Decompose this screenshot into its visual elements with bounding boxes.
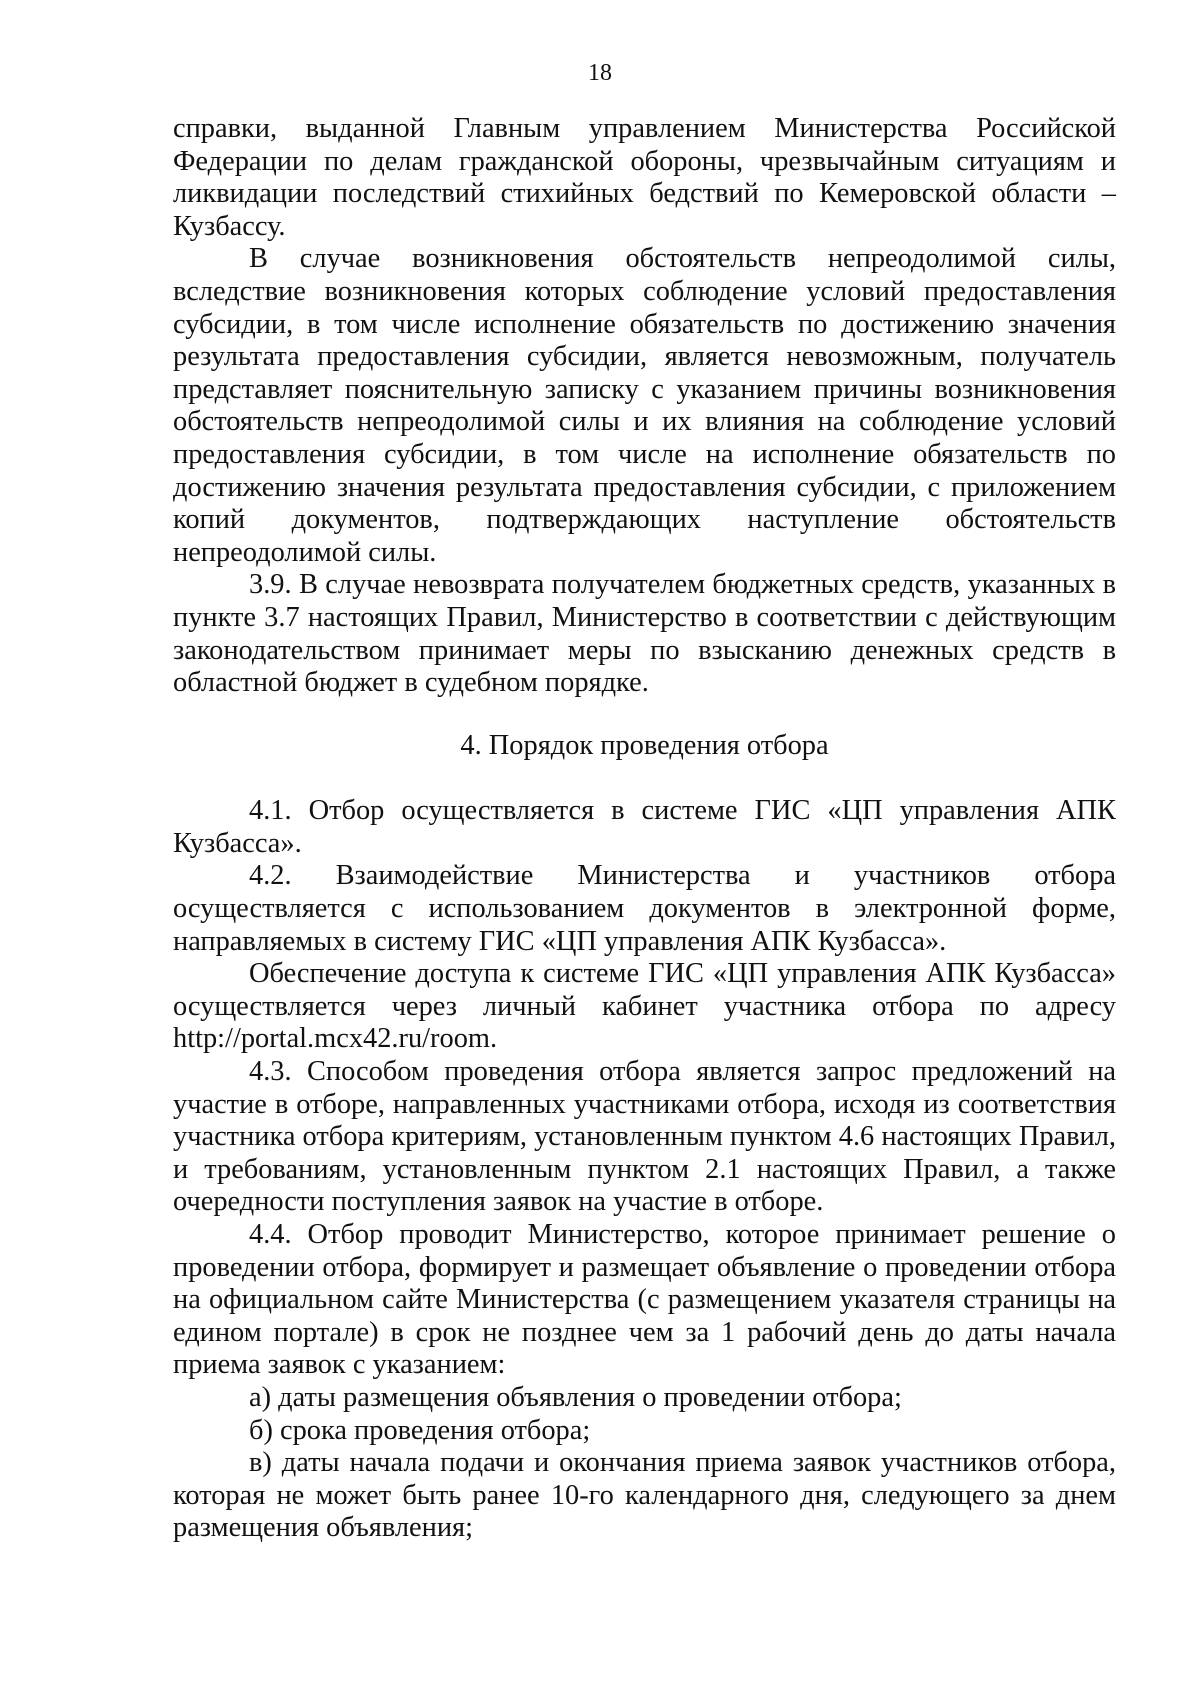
paragraph-4-3: 4.3. Способом проведения отбора является запрос предложений на участие в отборе, направленных участниками отбора, исходя из соответствия участника отбора критериям, установленным пунктом 4.6 настоящих Правил, и требованиям, установленным пунктом 2.1 настоящих Правил, а также очередности поступления заявок на участие в отборе. [173, 1056, 1116, 1218]
paragraph-access: Обеспечение доступа к системе ГИС «ЦП управления АПК Кузбасса» осуществляется через личный кабинет участника отбора по адресу http://portal.mcx42.ru/room. [173, 958, 1116, 1055]
list-item-a: а) даты размещения объявления о проведении отбора; [249, 1381, 902, 1413]
paragraph-4-4: 4.4. Отбор проводит Министерство, которое принимает решение о проведении отбора, формирует и размещает объявление о проведении отбора на официальном сайте Министерства (с размещением указателя страницы на едином портале) в срок не позднее чем за 1 рабочий день до даты начала приема заявок с указанием: [173, 1219, 1116, 1381]
paragraph-force-majeure: В случае возникновения обстоятельств непреодолимой силы, вследствие возникновения которых соблюдение условий предоставления субсидии, в том числе исполнение обязательств по достижению значения результата предоставления субсидии, является невозможным, получатель представляет пояснительную записку с указанием причины возникновения обстоятельств непреодолимой силы и их влияния на соблюдение условий предоставления субсидии, в том числе на исполнение обязательств по достижению значения результата предоставления субсидии, с приложением копий документов, подтверждающих наступление обстоятельств непреодолимой силы. [173, 243, 1116, 568]
paragraph-continuation: справки, выданной Главным управлением Министерства Российской Федерации по делам гражданской обороны, чрезвычайным ситуациям и ликвидации последствий стихийных бедствий по Кемеровской области – Кузбассу. [173, 113, 1116, 242]
paragraph-4-2: 4.2. Взаимодействие Министерства и участников отбора осуществляется с использованием документов в электронной форме, направляемых в систему ГИС «ЦП управления АПК Кузбасса». [173, 860, 1116, 957]
paragraph-4-1: 4.1. Отбор осуществляется в системе ГИС «ЦП управления АПК Кузбасса». [173, 795, 1116, 859]
document-body [173, 113, 1116, 1545]
list-item-v: в) даты начала подачи и окончания приема заявок участников отбора, которая не может быть ранее 10-го календарного дня, следующего за днем размещения объявления; [173, 1447, 1116, 1544]
paragraph-3-9: 3.9. В случае невозврата получателем бюджетных средств, указанных в пункте 3.7 настоящих Правил, Министерство в соответствии с действующим законодательством принимает меры по взысканию денежных средств в областной бюджет в судебном порядке. [173, 569, 1116, 699]
page-number: 18 [588, 60, 612, 86]
section-heading: 4. Порядок проведения отбора [460, 729, 829, 761]
list-item-b: б) срока проведения отбора; [249, 1414, 591, 1446]
